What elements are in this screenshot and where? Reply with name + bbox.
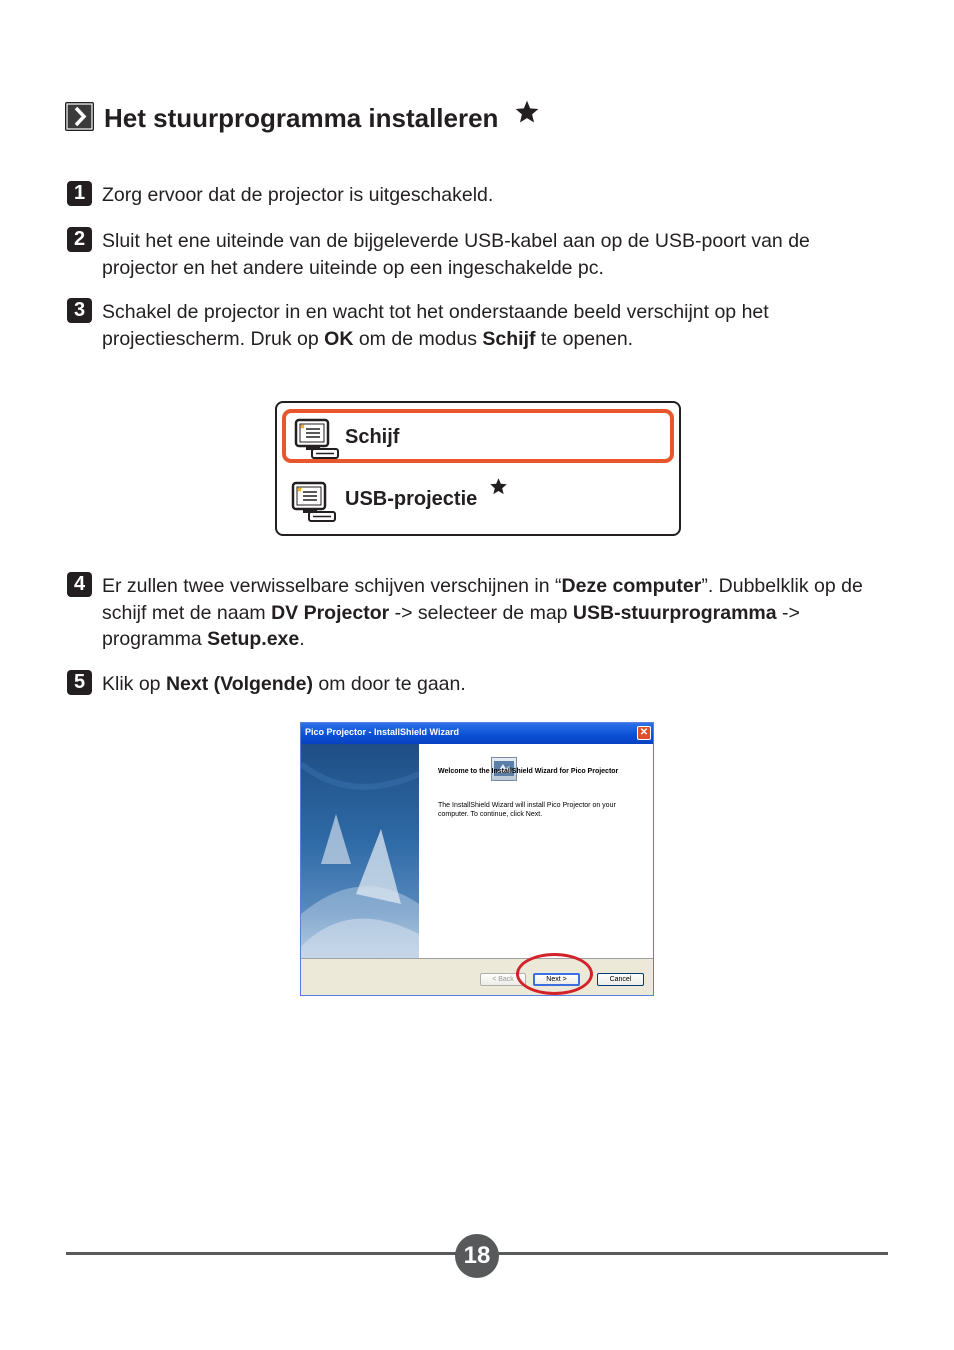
bold-term: Schijf [482, 327, 536, 350]
installshield-wizard-window [300, 722, 654, 996]
cancel-button[interactable]: Cancel [597, 973, 644, 986]
step-5-number: 5 [67, 670, 92, 695]
step-4-number: 4 [67, 572, 92, 597]
close-icon[interactable]: ✕ [637, 726, 651, 740]
step-1-text [102, 182, 882, 209]
text-run: Schakel de projector in en wacht tot het onderstaande beeld verschijnt op het projectiescherm. Druk op [102, 301, 769, 350]
next-button[interactable]: Next > [533, 973, 580, 986]
step-4-text [102, 573, 882, 653]
wizard-welcome-heading: Welcome to the InstallShield Wizard for Pico Projector [438, 768, 619, 775]
text-run: -> programma [102, 601, 800, 650]
menu-item-usb-projectie[interactable]: USB-projectie [345, 488, 478, 510]
computer-icon [289, 479, 339, 525]
step-2-text [102, 228, 882, 281]
wizard-separator [301, 958, 653, 959]
bold-term: DV Projector [271, 601, 390, 624]
bold-term: OK [324, 327, 354, 350]
text-run: ”. Dubbelklik op de schijf met de naam [102, 575, 863, 624]
text-run: Er zullen twee verwisselbare schijven verschijnen in “ [102, 575, 562, 597]
wizard-side-banner [301, 744, 419, 958]
text-run: -> selecteer de map [389, 601, 573, 624]
text-run: . [299, 628, 305, 650]
next-button-highlight-circle [516, 953, 593, 995]
text-run: Zorg ervoor dat de projector is uitgeschakeld. [102, 184, 494, 206]
step-1-number: 1 [67, 181, 92, 206]
wizard-title: Pico Projector - InstallShield Wizard [305, 727, 459, 737]
text-run: om door te gaan. [312, 673, 466, 695]
bold-term: USB-stuurprogramma [572, 601, 777, 624]
menu-item-schijf[interactable]: Schijf [345, 426, 400, 448]
step-3-text [102, 299, 882, 352]
star-icon [489, 477, 508, 501]
step-2-number: 2 [67, 227, 92, 252]
step-3-number: 3 [67, 298, 92, 323]
star-icon [514, 99, 540, 130]
text-run: Klik op [102, 673, 166, 695]
bold-term: Next (Volgende) [165, 673, 313, 695]
wizard-description: The InstallShield Wizard will install Pico Projector on your computer. To continue, click Next. [438, 802, 616, 818]
text-run: om de modus [353, 327, 483, 350]
bold-term: Setup.exe [207, 628, 300, 650]
section-chevron-icon [65, 102, 94, 131]
bold-term: Deze computer [561, 575, 702, 597]
page-number: 18 [455, 1234, 499, 1278]
back-button[interactable]: < Back [480, 973, 526, 986]
text-run: Sluit het ene uiteinde van de bijgeleverde USB-kabel aan op de USB-poort van de projector en het andere uiteinde op een ingeschakelde pc. [102, 230, 810, 279]
wizard-titlebar [301, 723, 653, 744]
computer-icon [292, 416, 342, 462]
section-title: Het stuurprogramma installeren [104, 103, 499, 133]
wizard-content [419, 744, 654, 958]
text-run: te openen. [535, 327, 634, 350]
step-5-text [102, 671, 882, 698]
